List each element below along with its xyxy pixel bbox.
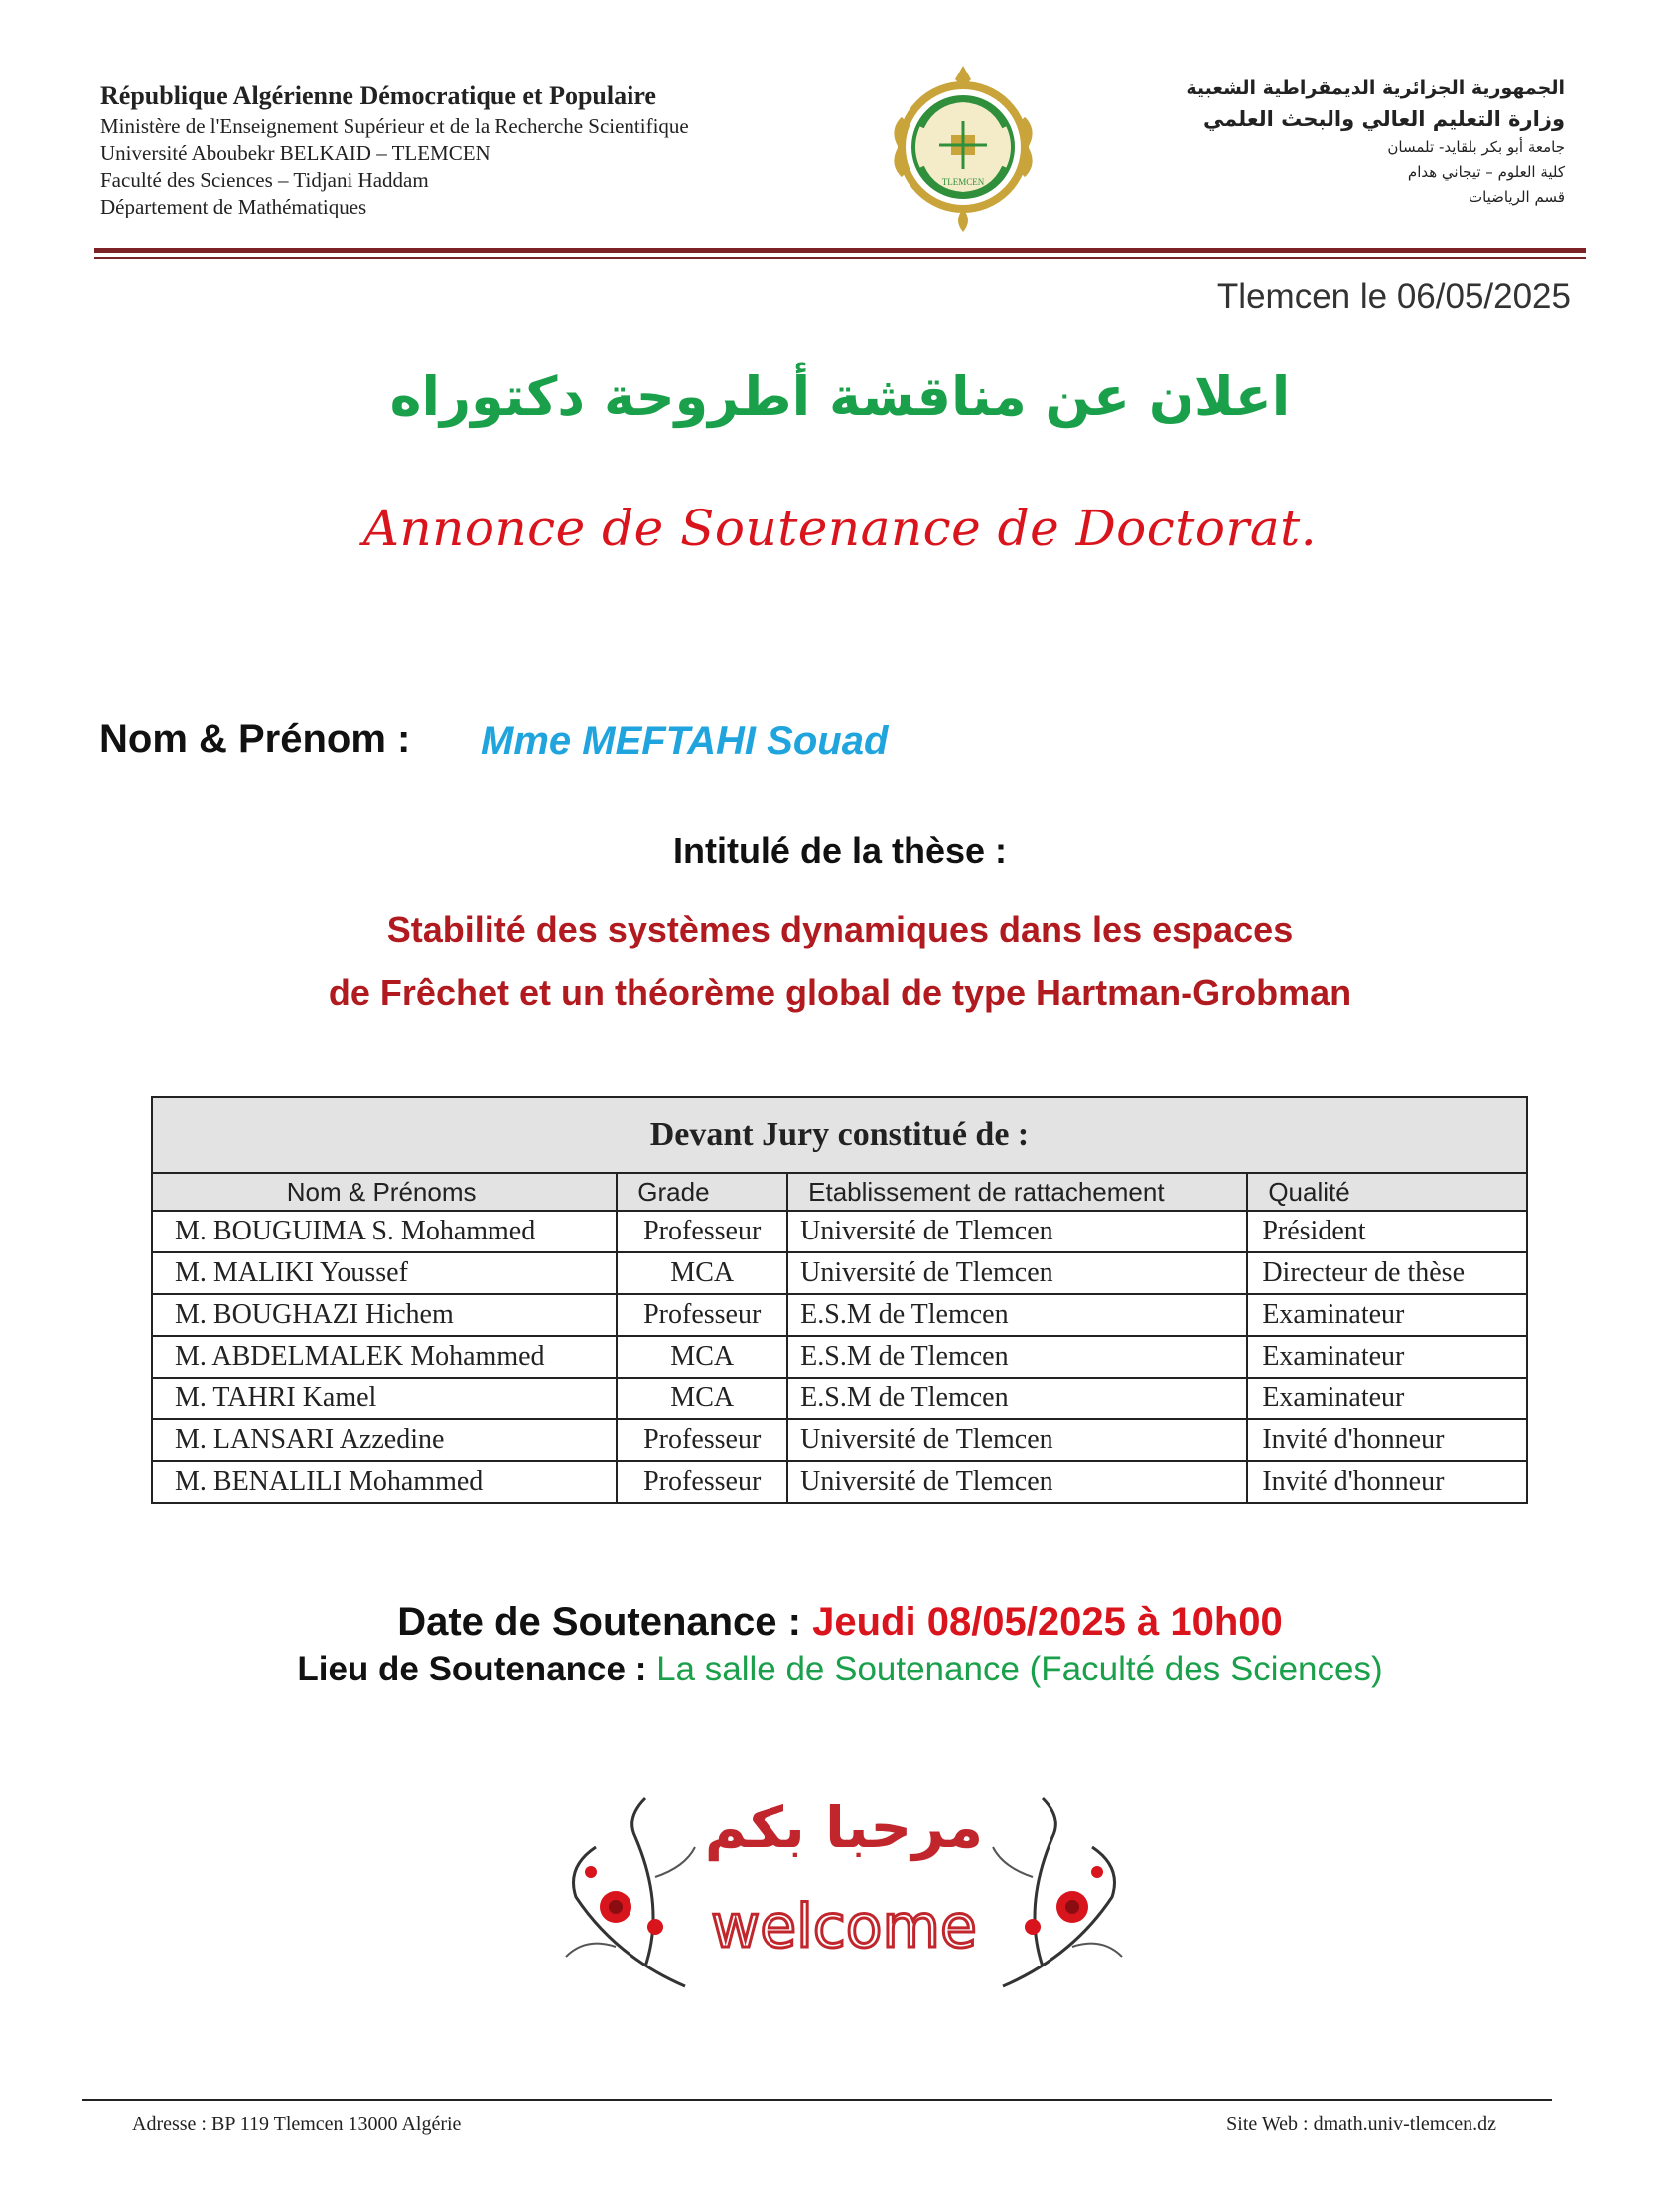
candidate-name: Mme MEFTAHI Souad — [481, 719, 889, 763]
title-arabic: اعلان عن مناقشة أطروحة دكتوراه — [389, 365, 1291, 428]
ministry-line: Ministère de l'Enseignement Supérieur et de la Recherche Scientifique — [100, 114, 689, 138]
member-grade: Professeur — [617, 1461, 787, 1503]
member-role: Directeur de thèse — [1247, 1252, 1527, 1294]
member-name: M. TAHRI Kamel — [152, 1378, 617, 1419]
university-seal-icon — [882, 62, 1045, 238]
footer-website: Site Web : dmath.univ-tlemcen.dz — [1226, 2113, 1496, 2135]
jury-caption: Devant Jury constitué de : — [152, 1097, 1527, 1173]
defense-date-label: Date de Soutenance : — [397, 1600, 801, 1644]
jury-table — [151, 1096, 1528, 1504]
member-name: M. BOUGUIMA S. Mohammed — [152, 1211, 617, 1252]
thesis-title-line-1: Stabilité des systèmes dynamiques dans les espaces — [386, 909, 1294, 949]
defense-place-value: La salle de Soutenance (Faculté des Sciences) — [656, 1650, 1383, 1688]
member-role: Examinateur — [1247, 1378, 1527, 1419]
member-name: M. LANSARI Azzedine — [152, 1419, 617, 1461]
jury-header-row — [152, 1173, 1527, 1211]
faculty-line-ar: كلية العلوم – تيجاني هدام — [1407, 163, 1565, 181]
member-grade: MCA — [617, 1252, 787, 1294]
table-row — [152, 1336, 1527, 1378]
defense-place-label: Lieu de Soutenance : — [297, 1650, 647, 1688]
issue-date: Tlemcen le 06/05/2025 — [1216, 277, 1571, 316]
university-line: Université Aboubekr BELKAID – TLEMCEN — [100, 141, 490, 165]
seal-text: TLEMCEN — [941, 177, 985, 187]
footer-rule — [82, 2099, 1552, 2101]
header-rule — [94, 248, 1586, 253]
republic-line-ar: الجمهورية الجزائرية الديمقراطية الشعبية — [1186, 77, 1565, 99]
member-grade: Professeur — [617, 1294, 787, 1336]
header-left-block — [100, 79, 855, 220]
welcome-text-english: welcome — [711, 1892, 977, 1962]
defense-place — [0, 1650, 1680, 1689]
table-row — [152, 1252, 1527, 1294]
col-header-institution: Etablissement de rattachement — [787, 1173, 1247, 1211]
col-header-grade: Grade — [617, 1173, 787, 1211]
table-row — [152, 1294, 1527, 1336]
member-institution: E.S.M de Tlemcen — [787, 1336, 1247, 1378]
footer-address: Adresse : BP 119 Tlemcen 13000 Algérie — [132, 2113, 462, 2135]
member-institution: Université de Tlemcen — [787, 1419, 1247, 1461]
table-row — [152, 1378, 1527, 1419]
member-institution: Université de Tlemcen — [787, 1252, 1247, 1294]
member-role: Examinateur — [1247, 1336, 1527, 1378]
thesis-title — [0, 898, 1680, 1025]
member-role: Président — [1247, 1211, 1527, 1252]
header-right-block — [1049, 73, 1565, 210]
header-rule-thin — [94, 257, 1586, 259]
candidate-label: Nom & Prénom : — [99, 717, 411, 761]
welcome-text-arabic: مرحبا بكم — [704, 1794, 984, 1861]
member-institution: Université de Tlemcen — [787, 1461, 1247, 1503]
department-line-ar: قسم الرياضيات — [1468, 188, 1565, 206]
member-role: Invité d'honneur — [1247, 1461, 1527, 1503]
thesis-label: Intitulé de la thèse : — [672, 830, 1008, 871]
member-role: Invité d'honneur — [1247, 1419, 1527, 1461]
table-row — [152, 1419, 1527, 1461]
member-institution: E.S.M de Tlemcen — [787, 1378, 1247, 1419]
ministry-line-ar: وزارة التعليم العالي والبحث العلمي — [1202, 107, 1565, 131]
thesis-title-line-2: de Frêchet et un théorème global de type Hartman-Grobman — [328, 972, 1352, 1013]
member-grade: MCA — [617, 1336, 787, 1378]
member-grade: MCA — [617, 1378, 787, 1419]
university-line-ar: جامعة أبو بكر بلقايد- تلمسان — [1387, 138, 1565, 156]
member-role: Examinateur — [1247, 1294, 1527, 1336]
col-header-name: Nom & Prénoms — [152, 1173, 617, 1211]
member-institution: E.S.M de Tlemcen — [787, 1294, 1247, 1336]
member-name: M. BENALILI Mohammed — [152, 1461, 617, 1503]
title-french: Annonce de Soutenance de Doctorat. — [362, 500, 1318, 557]
member-grade: Professeur — [617, 1419, 787, 1461]
member-name: M. MALIKI Youssef — [152, 1252, 617, 1294]
member-name: M. ABDELMALEK Mohammed — [152, 1336, 617, 1378]
republic-line: République Algérienne Démocratique et Populaire — [100, 81, 656, 110]
member-name: M. BOUGHAZI Hichem — [152, 1294, 617, 1336]
defense-date-value: Jeudi 08/05/2025 à 10h00 — [812, 1600, 1283, 1644]
col-header-role: Qualité — [1247, 1173, 1527, 1211]
table-row — [152, 1211, 1527, 1252]
department-line: Département de Mathématiques — [100, 195, 367, 218]
member-grade: Professeur — [617, 1211, 787, 1252]
member-institution: Université de Tlemcen — [787, 1211, 1247, 1252]
defense-date — [0, 1600, 1680, 1645]
table-row — [152, 1461, 1527, 1503]
faculty-line: Faculté des Sciences – Tidjani Haddam — [100, 168, 429, 192]
welcome-flowers-icon — [556, 1758, 1132, 2026]
